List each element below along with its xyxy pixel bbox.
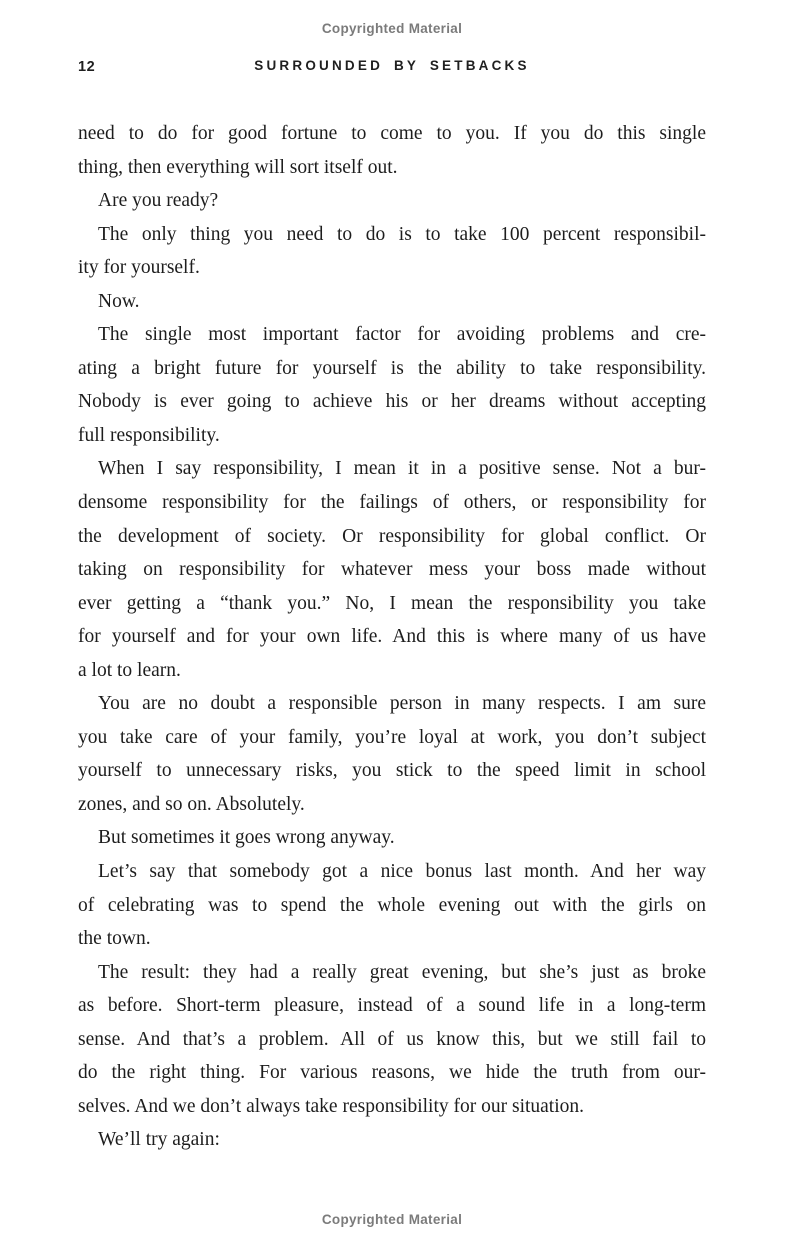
text-line: The result: they had a really great evening, but she’s just as broke <box>98 961 706 983</box>
text-line: a lot to learn. <box>78 659 181 681</box>
text-line: You are no doubt a responsible person in many respects. I am sure <box>98 693 706 715</box>
copyright-notice-top: Copyrighted Material <box>321 21 463 36</box>
text-line: the town. <box>78 928 151 950</box>
text-line: zones, and so on. Absolutely. <box>78 793 305 815</box>
body-text <box>78 117 706 1157</box>
text-line: ever getting a “thank you.” No, I mean the responsibility you take <box>78 592 706 614</box>
text-line: as before. Short-term pleasure, instead of a sound life in a long-term <box>78 995 706 1017</box>
text-line: thing, then everything will sort itself out. <box>78 156 398 178</box>
text-line: Now. <box>98 290 140 312</box>
text-line: The only thing you need to do is to take 100 percent responsibil- <box>98 223 706 245</box>
text-line: We’ll try again: <box>98 1129 220 1151</box>
text-line: yourself to unnecessary risks, you stick to the speed limit in school <box>78 760 706 782</box>
text-line: ity for yourself. <box>78 257 200 279</box>
text-line: of celebrating was to spend the whole evening out with the girls on <box>78 894 706 916</box>
text-line: do the right thing. For various reasons, we hide the truth from our- <box>78 1062 706 1084</box>
text-line: Are you ready? <box>98 190 219 212</box>
text-line: selves. And we don’t always take responsibility for our situation. <box>78 1095 585 1117</box>
text-line: The single most important factor for avoiding problems and cre- <box>98 324 706 346</box>
text-line: Let’s say that somebody got a nice bonus last month. And her way <box>98 861 706 883</box>
text-line: sense. And that’s a problem. All of us know this, but we still fail to <box>78 1028 706 1050</box>
text-line: full responsibility. <box>78 424 220 446</box>
text-line: the development of society. Or responsibility for global conflict. Or <box>78 525 706 547</box>
text-line: you take care of your family, you’re loyal at work, you don’t subject <box>78 726 706 748</box>
text-line: But sometimes it goes wrong anyway. <box>98 827 395 849</box>
text-line: When I say responsibility, I mean it in a positive sense. Not a bur- <box>98 458 706 480</box>
page-number: 12 <box>78 59 96 75</box>
text-line: taking on responsibility for whatever mess your boss made without <box>78 559 706 581</box>
running-header: SURROUNDED BY SETBACKS <box>254 58 530 73</box>
page-header <box>78 58 706 73</box>
text-line: Nobody is ever going to achieve his or her dreams without accepting <box>78 391 706 413</box>
copyright-notice-bottom: Copyrighted Material <box>321 1212 463 1227</box>
text-line: need to do for good fortune to come to you. If you do this single <box>78 123 706 144</box>
text-line: densome responsibility for the failings of others, or responsibility for <box>78 492 706 514</box>
text-line: ating a bright future for yourself is the ability to take responsibility. <box>78 357 706 379</box>
text-line: for yourself and for your own life. And this is where many of us have <box>78 626 706 648</box>
